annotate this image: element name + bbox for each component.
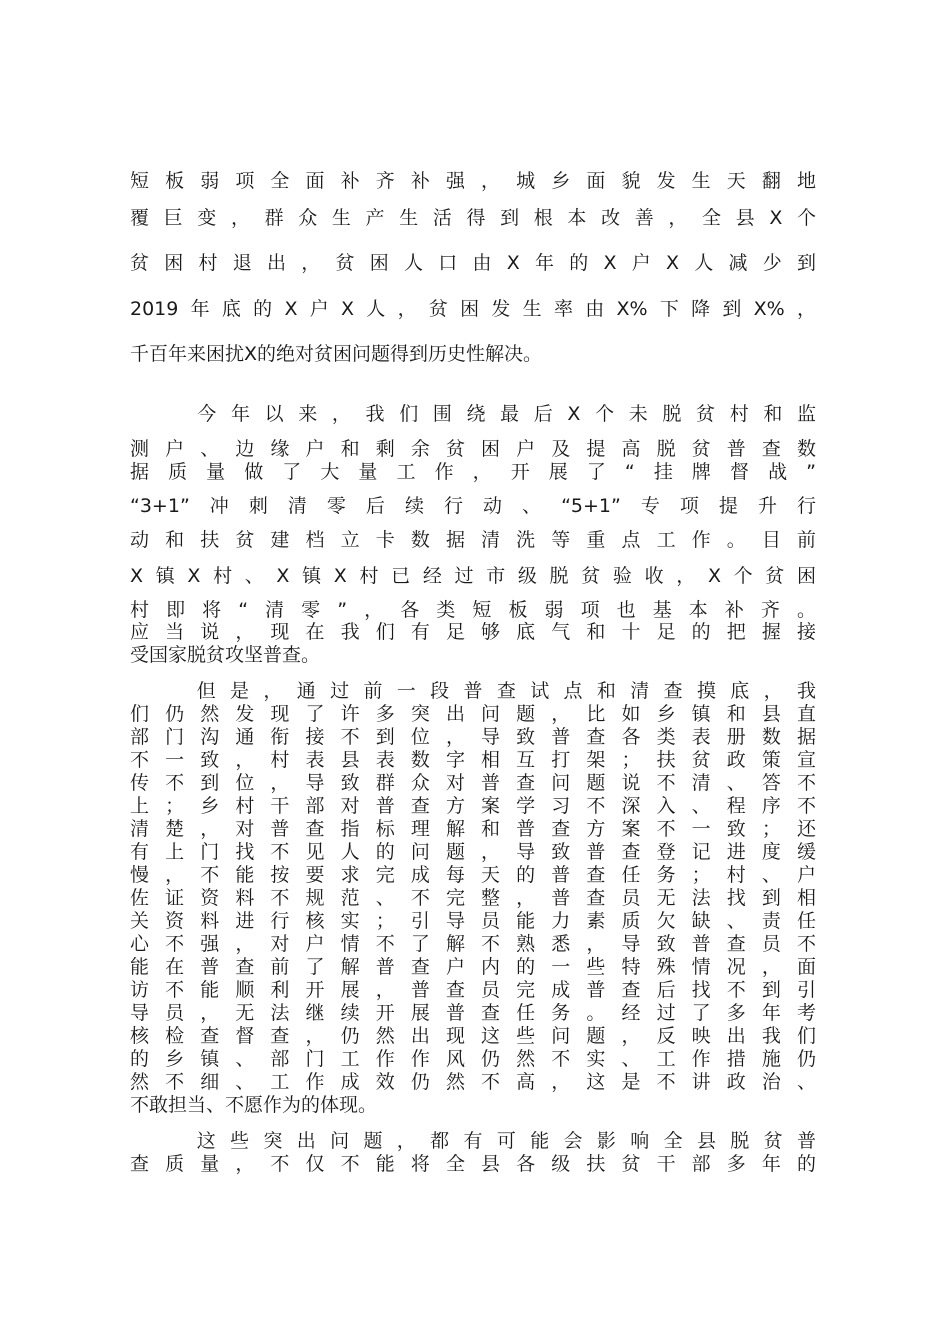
paragraph-3-line-18: 然不细、工作成效仍然不高，这是不讲政治、 [130,1071,816,1093]
paragraph-3-line-1: 但是，通过前一段普查试点和清查摸底，我 [130,680,816,702]
paragraph-2-line-6: X镇X村、X镇X村已经过市级脱贫验收，X个贫困 [130,565,816,587]
paragraph-3-line-2: 们仍然发现了许多突出问题，比如乡镇和县直 [130,703,816,725]
paragraph-3-line-15: 导员，无法继续开展普查任务。经过了多年考 [130,1002,816,1024]
paragraph-2-line-9: 受国家脱贫攻坚普查。 [130,644,321,666]
paragraph-4-line-1: 这些突出问题，都有可能会影响全县脱贫普 [130,1130,816,1152]
paragraph-1-line-3: 贫困村退出，贫困人口由X年的X户X人减少到 [130,252,816,274]
paragraph-2-line-7: 村即将“清零”，各类短板弱项也基本补齐。 [130,599,816,621]
paragraph-3-line-8: 有上门找不见人的问题，导致普查登记进度缓 [130,841,816,863]
paragraph-3-line-11: 关资料进行核实；引导员能力素质欠缺、责任 [130,910,816,932]
paragraph-3-line-6: 上；乡村干部对普查方案学习不深入、程序不 [130,795,816,817]
paragraph-2-line-2: 测户、边缘户和剩余贫困户及提高脱贫普查数 [130,438,816,460]
paragraph-3-line-3: 部门沟通衔接不到位，导致普查各类表册数据 [130,726,816,748]
paragraph-1-line-2: 覆巨变，群众生产生活得到根本改善，全县X个 [130,207,816,229]
paragraph-3-line-19: 不敢担当、不愿作为的体现。 [130,1094,378,1116]
paragraph-2-line-3: 据质量做了大量工作，开展了“挂牌督战” [130,461,816,483]
paragraph-3-line-7: 清楚，对普查指标理解和普查方案不一致；还 [130,818,816,840]
paragraph-1-line-1: 短板弱项全面补齐补强，城乡面貌发生天翻地 [130,170,816,192]
paragraph-3-line-13: 能在普查前了解普查户内的一些特殊情况，面 [130,956,816,978]
paragraph-1-line-4: 2019年底的X户X人，贫困发生率由X%下降到X%， [130,298,816,320]
paragraph-2-line-4: “3+1”冲刺清零后续行动、“5+1”专项提升行 [130,495,816,517]
paragraph-3-line-16: 核检查督查，仍然出现这些问题，反映出我们 [130,1025,816,1047]
paragraph-3-line-9: 慢，不能按要求完成每天的普查任务；村、户 [130,864,816,886]
paragraph-4-line-2: 查质量，不仅不能将全县各级扶贫干部多年的 [130,1153,816,1175]
paragraph-3-line-14: 访不能顺利开展，普查员完成普查后找不到引 [130,979,816,1001]
paragraph-1-line-5: 千百年来困扰X的绝对贫困问题得到历史性解决。 [130,343,543,365]
paragraph-3-line-12: 心不强，对户情不了解不熟悉，导致普查员不 [130,933,816,955]
paragraph-3-line-17: 的乡镇、部门工作作风仍然不实、工作措施仍 [130,1048,816,1070]
paragraph-2-line-8: 应当说，现在我们有足够底气和十足的把握接 [130,621,816,643]
paragraph-3-line-4: 不一致，村表县表数字相互打架；扶贫政策宣 [130,749,816,771]
paragraph-3-line-5: 传不到位，导致群众对普查问题说不清、答不 [130,772,816,794]
paragraph-2-line-5: 动和扶贫建档立卡数据清洗等重点工作。目前 [130,529,816,551]
paragraph-3-line-10: 佐证资料不规范、不完整，普查员无法找到相 [130,887,816,909]
paragraph-2-line-1: 今年以来，我们围绕最后X个未脱贫村和监 [130,403,816,425]
